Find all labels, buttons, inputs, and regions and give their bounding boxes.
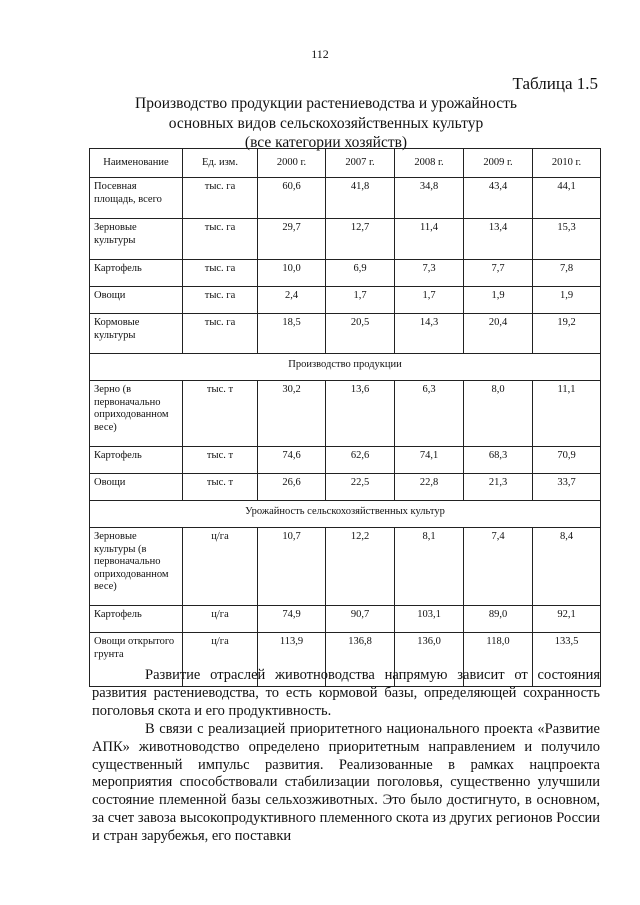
table-row	[90, 219, 601, 260]
table-row	[90, 447, 601, 474]
cell-value: 10,0	[258, 260, 326, 287]
table-row	[90, 528, 601, 606]
cell-value: 62,6	[326, 447, 395, 474]
cell-value: 12,2	[326, 528, 395, 606]
table-row	[90, 260, 601, 287]
cell-value: 14,3	[395, 314, 464, 354]
cell-value: 89,0	[464, 606, 533, 633]
cell-value: 1,7	[326, 287, 395, 314]
row-unit: тыс. га	[183, 219, 258, 260]
row-unit: ц/га	[183, 528, 258, 606]
cell-value: 136,8	[326, 633, 395, 687]
row-name: Посевная площадь, всего	[90, 178, 183, 219]
cell-value: 103,1	[395, 606, 464, 633]
cell-value: 29,7	[258, 219, 326, 260]
cell-value: 74,9	[258, 606, 326, 633]
row-name: Картофель	[90, 260, 183, 287]
row-unit: тыс. га	[183, 314, 258, 354]
cell-value: 8,1	[395, 528, 464, 606]
table-label: Таблица 1.5	[512, 74, 598, 93]
cell-value: 22,5	[326, 474, 395, 501]
cell-value: 60,6	[258, 178, 326, 219]
row-unit: тыс. га	[183, 287, 258, 314]
cell-value: 30,2	[258, 381, 326, 447]
cell-value: 1,9	[533, 287, 601, 314]
cell-value: 90,7	[326, 606, 395, 633]
page-number: 112	[311, 47, 329, 61]
cell-value: 20,4	[464, 314, 533, 354]
row-unit: ц/га	[183, 606, 258, 633]
cell-value: 11,1	[533, 381, 601, 447]
row-name: Овощи	[90, 287, 183, 314]
cell-value: 20,5	[326, 314, 395, 354]
section-heading: Производство продукции	[90, 354, 601, 381]
row-name: Зерновые культуры	[90, 219, 183, 260]
cell-value: 44,1	[533, 178, 601, 219]
cell-value: 41,8	[326, 178, 395, 219]
cell-value: 70,9	[533, 447, 601, 474]
table-header-row	[90, 149, 601, 178]
cell-value: 1,7	[395, 287, 464, 314]
section-row	[90, 354, 601, 381]
cell-value: 8,4	[533, 528, 601, 606]
row-name: Зерно (в первоначально оприходованном весе)	[90, 381, 183, 447]
cell-value: 113,9	[258, 633, 326, 687]
cell-value: 21,3	[464, 474, 533, 501]
row-name: Зерновые культуры (в первоначально оприходованном весе)	[90, 528, 183, 606]
cell-value: 13,4	[464, 219, 533, 260]
table-row	[90, 474, 601, 501]
cell-value: 15,3	[533, 219, 601, 260]
table-row	[90, 314, 601, 354]
header-cell: Ед. изм.	[183, 149, 258, 178]
cell-value: 7,8	[533, 260, 601, 287]
cell-value: 136,0	[395, 633, 464, 687]
cell-value: 26,6	[258, 474, 326, 501]
cell-value: 7,4	[464, 528, 533, 606]
section-heading: Урожайность сельскохозяйственных культур	[90, 501, 601, 528]
cell-value: 11,4	[395, 219, 464, 260]
body-text	[92, 667, 600, 846]
cell-value: 133,5	[533, 633, 601, 687]
row-unit: тыс. т	[183, 381, 258, 447]
cell-value: 68,3	[464, 447, 533, 474]
row-unit: тыс. га	[183, 260, 258, 287]
cell-value: 8,0	[464, 381, 533, 447]
table-row	[90, 381, 601, 447]
header-cell: 2009 г.	[464, 149, 533, 178]
paragraph: В связи с реализацией приоритетного национального проекта «Развитие АПК» животноводство определено приоритетным направлением и получило существенный импульс развития. Реализованные в рамках нацпроекта мероприятия способствовали стабилизации поголовья, существенно улучшили состояние племенной базы сельхозживотных. Это было достигнуто, в основном, за счет завоза высокопродуктивного племенного скота из других регионов России и стран зарубежья, его поставки	[92, 720, 600, 845]
header-cell: 2008 г.	[395, 149, 464, 178]
cell-value: 74,1	[395, 447, 464, 474]
cell-value: 74,6	[258, 447, 326, 474]
table-title-line-1: Производство продукции растениеводства и урожайность	[135, 95, 517, 112]
row-name: Овощи	[90, 474, 183, 501]
section-row	[90, 501, 601, 528]
row-name: Картофель	[90, 447, 183, 474]
table-row	[90, 178, 601, 219]
production-table	[89, 148, 601, 687]
row-name: Овощи открытого грунта	[90, 633, 183, 687]
cell-value: 92,1	[533, 606, 601, 633]
cell-value: 2,4	[258, 287, 326, 314]
row-name: Картофель	[90, 606, 183, 633]
cell-value: 33,7	[533, 474, 601, 501]
cell-value: 1,9	[464, 287, 533, 314]
row-unit: тыс. т	[183, 447, 258, 474]
cell-value: 19,2	[533, 314, 601, 354]
cell-value: 10,7	[258, 528, 326, 606]
cell-value: 13,6	[326, 381, 395, 447]
header-cell: 2007 г.	[326, 149, 395, 178]
cell-value: 43,4	[464, 178, 533, 219]
row-name: Кормовые культуры	[90, 314, 183, 354]
cell-value: 12,7	[326, 219, 395, 260]
row-unit: тыс. га	[183, 178, 258, 219]
cell-value: 6,3	[395, 381, 464, 447]
table-title-line-3: (все категории хозяйств)	[244, 134, 408, 151]
header-cell: 2010 г.	[533, 149, 601, 178]
table-row	[90, 606, 601, 633]
cell-value: 6,9	[326, 260, 395, 287]
row-unit: ц/га	[183, 633, 258, 687]
header-cell: 2000 г.	[258, 149, 326, 178]
paragraph: Развитие отраслей животноводства напрямую зависит от состояния развития растениеводства, то есть кормовой базы, определяющей сохранность поголовья скота и его продуктивность.	[92, 667, 600, 719]
cell-value: 22,8	[395, 474, 464, 501]
cell-value: 118,0	[464, 633, 533, 687]
cell-value: 18,5	[258, 314, 326, 354]
table-row	[90, 287, 601, 314]
cell-value: 7,7	[464, 260, 533, 287]
row-unit: тыс. т	[183, 474, 258, 501]
header-cell: Наименование	[90, 149, 183, 178]
cell-value: 7,3	[395, 260, 464, 287]
table-title-line-2: основных видов сельскохозяйственных культур	[168, 114, 484, 132]
table-title	[94, 94, 558, 153]
cell-value: 34,8	[395, 178, 464, 219]
